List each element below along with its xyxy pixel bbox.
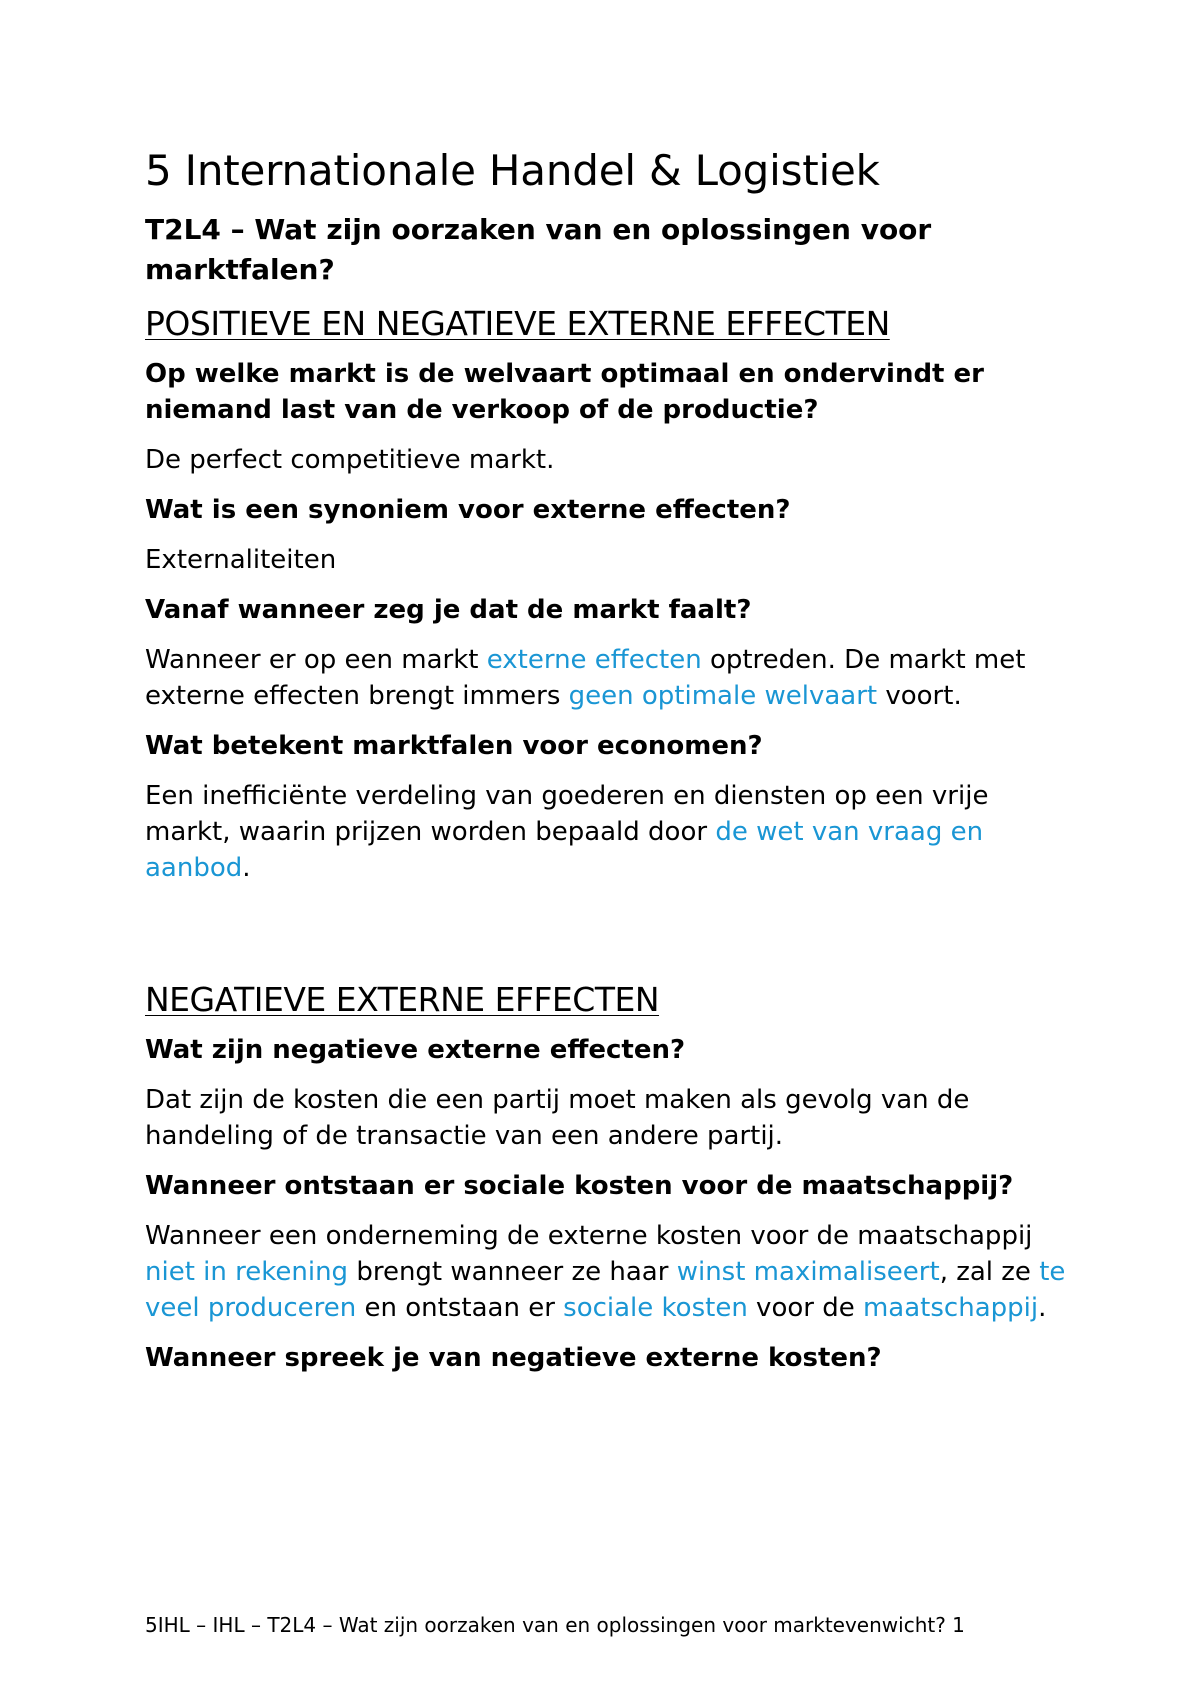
section-heading-externe-effecten: POSITIEVE EN NEGATIEVE EXTERNE EFFECTEN xyxy=(145,304,890,343)
answer-synoniem: Externaliteiten xyxy=(145,545,337,575)
highlighted-term: maatschappij xyxy=(862,1293,1039,1323)
question-markt-faalt: Vanaf wanneer zeg je dat de markt faalt? xyxy=(145,595,752,625)
question-synoniem: Wat is een synoniem voor externe effecten? xyxy=(145,495,791,525)
page-footer: 5IHL – IHL – T2L4 – Wat zijn oorzaken van en oplossingen voor marktevenwicht? 1 xyxy=(145,1613,965,1637)
document-page xyxy=(145,146,1075,1390)
question-negatieve-kosten: Wanneer spreek je van negatieve externe kosten? xyxy=(145,1343,882,1373)
answer-optimale-markt: De perfect competitieve markt. xyxy=(145,445,555,475)
section-spacer xyxy=(145,900,1075,980)
highlighted-term: winst maximaliseert xyxy=(676,1257,940,1287)
answer-text: Een inefficiënte verdeling van goederen en diensten op een vrije markt, waarin prijzen worden bepaald door xyxy=(145,781,989,847)
highlighted-term: externe effecten xyxy=(486,645,702,675)
answer-text: . xyxy=(242,853,251,883)
answer-text: Wanneer er op een markt xyxy=(145,645,487,675)
highlighted-term: te veel produceren xyxy=(145,1257,1066,1323)
question-sociale-kosten: Wanneer ontstaan er sociale kosten voor de maatschappij? xyxy=(145,1171,1014,1201)
answer-text: voort. xyxy=(877,681,962,711)
answer-text: optreden. De markt met externe effecten brengt immers xyxy=(145,645,1026,711)
answer-markt-faalt xyxy=(145,642,1075,714)
answer-marktfalen-economen xyxy=(145,778,1075,886)
highlighted-term: niet in rekening xyxy=(145,1257,349,1287)
highlighted-term: sociale kosten xyxy=(563,1293,748,1323)
answer-negatieve-effecten: Dat zijn de kosten die een partij moet maken als gevolg van de handeling of de transactie van een andere partij. xyxy=(145,1085,970,1151)
answer-sociale-kosten xyxy=(145,1218,1075,1326)
highlighted-term: geen optimale welvaart xyxy=(568,681,878,711)
answer-text: , zal ze xyxy=(939,1257,1040,1287)
question-negatieve-effecten: Wat zijn negatieve externe effecten? xyxy=(145,1035,686,1065)
question-optimale-markt: Op welke markt is de welvaart optimaal en ondervindt er niemand last van de verkoop of de productie? xyxy=(145,359,984,425)
answer-text: en ontstaan er xyxy=(356,1293,564,1323)
answer-text: voor de xyxy=(747,1293,863,1323)
answer-text: Wanneer een onderneming de externe kosten voor de maatschappij xyxy=(145,1221,1033,1251)
section-heading-negatieve-effecten: NEGATIEVE EXTERNE EFFECTEN xyxy=(145,980,660,1019)
question-marktfalen-economen: Wat betekent marktfalen voor economen? xyxy=(145,731,763,761)
answer-text: brengt wanneer ze haar xyxy=(348,1257,677,1287)
highlighted-term: de wet van vraag en aanbod xyxy=(145,817,984,883)
document-title: 5 Internationale Handel & Logistiek xyxy=(145,146,880,195)
document-subtitle: T2L4 – Wat zijn oorzaken van en oplossingen voor marktfalen? xyxy=(145,213,932,286)
answer-text: . xyxy=(1038,1293,1047,1323)
